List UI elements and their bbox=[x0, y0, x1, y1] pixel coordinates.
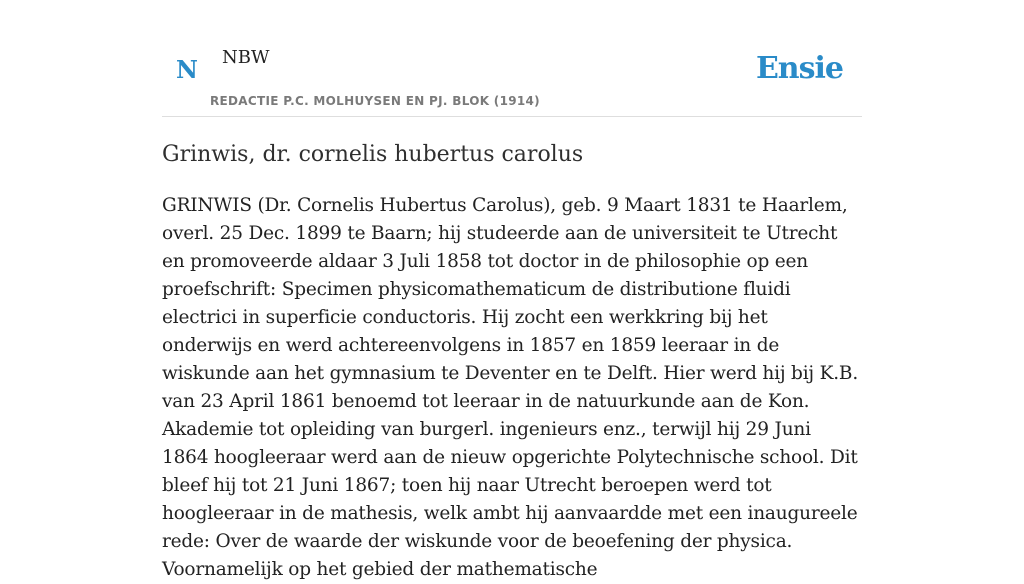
brand-logo[interactable]: Ensie bbox=[755, 51, 843, 86]
article-body: GRINWIS (Dr. Cornelis Hubertus Carolus), geb. 9 Maart 1831 te Haarlem, overl. 25 Dec. 1899 te Baarn; hij studeerde aan de universiteit te Utrecht en promoveerde aldaar 3 Juli 1858 tot doctor in de philosophie op een proefschrift: Specimen physicomathematicum de distributione fluidi electrici in superficie conductoris. Hij zocht een werkkring bij het onderwijs en werd achtereenvolgens in 1857 en 1859 leeraar in de wiskunde aan het gymnasium te Deventer en te Delft. Hier werd hij bij K.B. van 23 April 1861 benoemd tot leeraar in de natuurkunde aan de Kon. Akademie tot opleiding van burgerl. ingenieurs enz., terwijl hij 29 Juni 1864 hoogleeraar werd aan de nieuw opgerichte Polytechnische school. Dit bleef hij tot 21 Juni 1867; toen hij naar Utrecht beroepen werd tot hoogleeraar in de mathesis, welk ambt hij aanvaardde met een inaugureele rede: Over de waarde der wiskunde voor de beoefening der physica. Voornamelijk op het gebied der mathematische bbox=[162, 195, 859, 580]
source-full-name: REDACTIE P.C. MOLHUYSEN EN PJ. BLOK (1914) bbox=[210, 94, 540, 108]
source-header bbox=[162, 0, 862, 117]
source-logo[interactable]: N bbox=[176, 55, 198, 84]
source-short-name[interactable]: NBW bbox=[222, 47, 270, 68]
article-title: Grinwis, dr. cornelis hubertus carolus bbox=[162, 142, 584, 167]
